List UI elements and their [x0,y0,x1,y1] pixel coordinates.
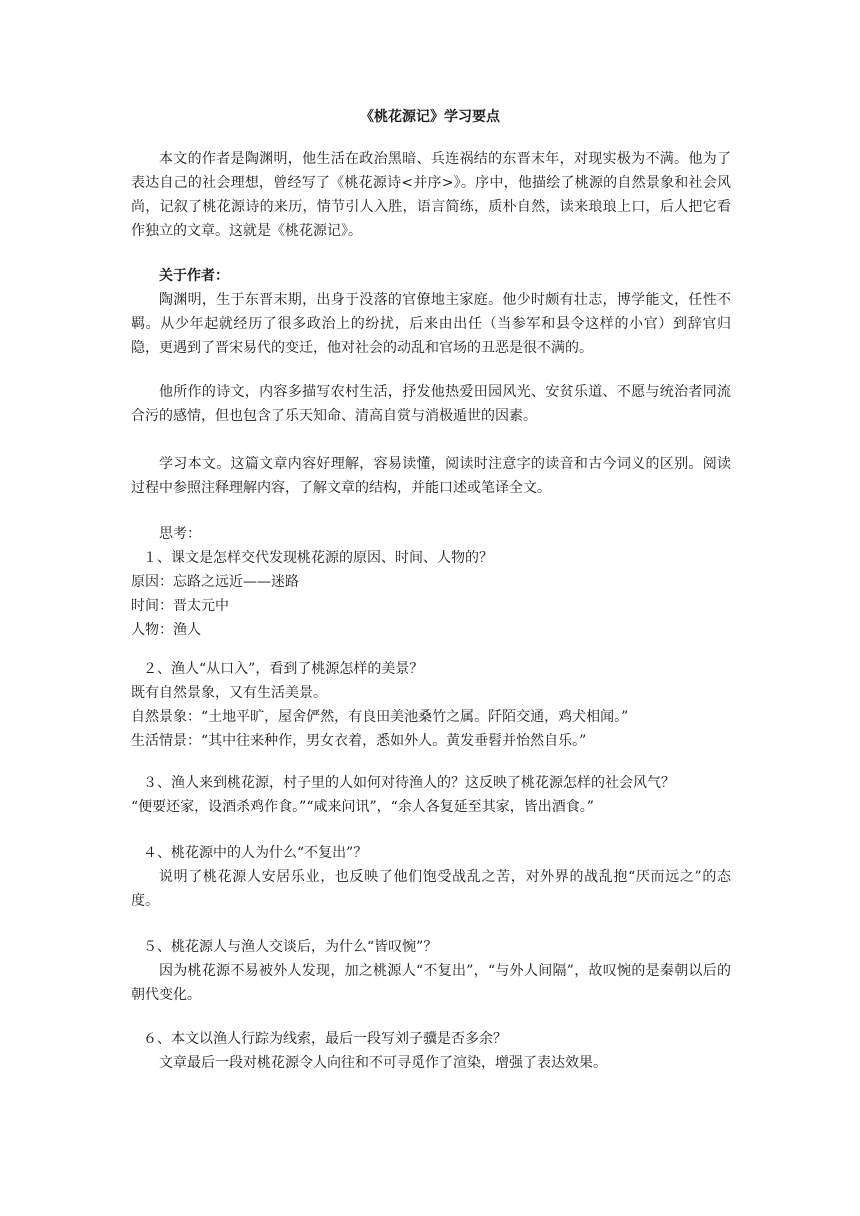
question-1: １、课文是怎样交代发现桃花源的原因、时间、人物的？ [143,550,493,566]
answer-2-nature: 自然景象：“土地平旷，屋舍俨然，有良田美池桑竹之属。阡陌交通，鸡犬相闻。” [131,709,629,725]
question-5: ５、桃花源人与渔人交谈后，为什么“皆叹惋”？ [143,939,438,955]
document-title: 《桃花源记》学习要点 [360,109,500,125]
question-6-section [131,1027,731,1075]
author-paragraph-2: 他所作的诗文，内容多描写农村生活，抒发他热爱田园风光、安贫乐道、不愿与统治者同流合污的感情，但也包含了乐天知命、清高自赏与消极遁世的因素。 [131,384,731,424]
answer-1-person: 人物：渔人 [131,622,201,638]
think-section [131,522,731,642]
intro-paragraph: 本文的作者是陶渊明，他生活在政治黑暗、兵连祸结的东晋末年，对现实极为不满。他为了表达自己的社会理想，曾经写了《桃花源诗<并序>》。序中，他描绘了桃源的自然景象和社会风尚，记叙了桃花源诗的来历，情节引人入胜，语言简练，质朴自然，读来琅琅上口，后人把它看作独立的文章。这就是《桃花源记》。 [131,151,731,239]
answer-6: 文章最后一段对桃花源令人向往和不可寻觅作了渲染，增强了表达效果。 [159,1055,607,1071]
answer-1-time: 时间：晋太元中 [131,598,229,614]
question-3-section [131,771,731,819]
question-5-section [131,935,731,1007]
poetry-section [131,380,731,428]
author-section [131,264,731,360]
answer-2-summary: 既有自然景象，又有生活美景。 [131,685,327,701]
question-6: ６、本文以渔人行踪为线索，最后一段写刘子骥是否多余？ [143,1031,507,1047]
question-2: ２、渔人“从口入”，看到了桃源怎样的美景？ [143,661,424,677]
answer-2-life: 生活情景：“其中往来种作，男女衣着，悉如外人。黄发垂髫并怡然自乐。” [131,733,587,749]
question-4: ４、桃花源中的人为什么“不复出”？ [143,845,368,861]
question-2-section [131,657,731,753]
question-3: ３、渔人来到桃花源，村子里的人如何对待渔人的？这反映了桃花源怎样的社会风气？ [143,775,675,791]
study-section [131,452,731,500]
author-heading: 关于作者： [159,268,229,284]
answer-5: 因为桃花源不易被外人发现，加之桃源人“不复出”，“与外人间隔”，故叹惋的是秦朝以后的朝代变化。 [131,963,731,1003]
author-paragraph-1: 陶渊明，生于东晋末期，出身于没落的官僚地主家庭。他少时颇有壮志，博学能文，任性不羁。从少年起就经历了很多政治上的纷扰，后来由出任（当参军和县令这样的小官）到辞官归隐，更遇到了晋宋易代的变迁，他对社会的动乱和官场的丑恶是很不满的。 [131,292,731,356]
answer-1-reason: 原因：忘路之远近——迷路 [131,574,299,590]
question-4-section [131,841,731,913]
answer-3: “便要还家，设酒杀鸡作食。”“咸来问讯”，“余人各复延至其家，皆出酒食。” [131,799,594,815]
think-heading: 思考： [159,526,201,542]
study-paragraph: 学习本文。这篇文章内容好理解，容易读懂，阅读时注意字的读音和古今词义的区别。阅读过程中参照注释理解内容，了解文章的结构，并能口述或笔译全文。 [131,456,731,496]
answer-4: 说明了桃花源人安居乐业，也反映了他们饱受战乱之苦，对外界的战乱抱“厌而远之”的态度。 [131,869,731,909]
intro-section [131,147,731,243]
